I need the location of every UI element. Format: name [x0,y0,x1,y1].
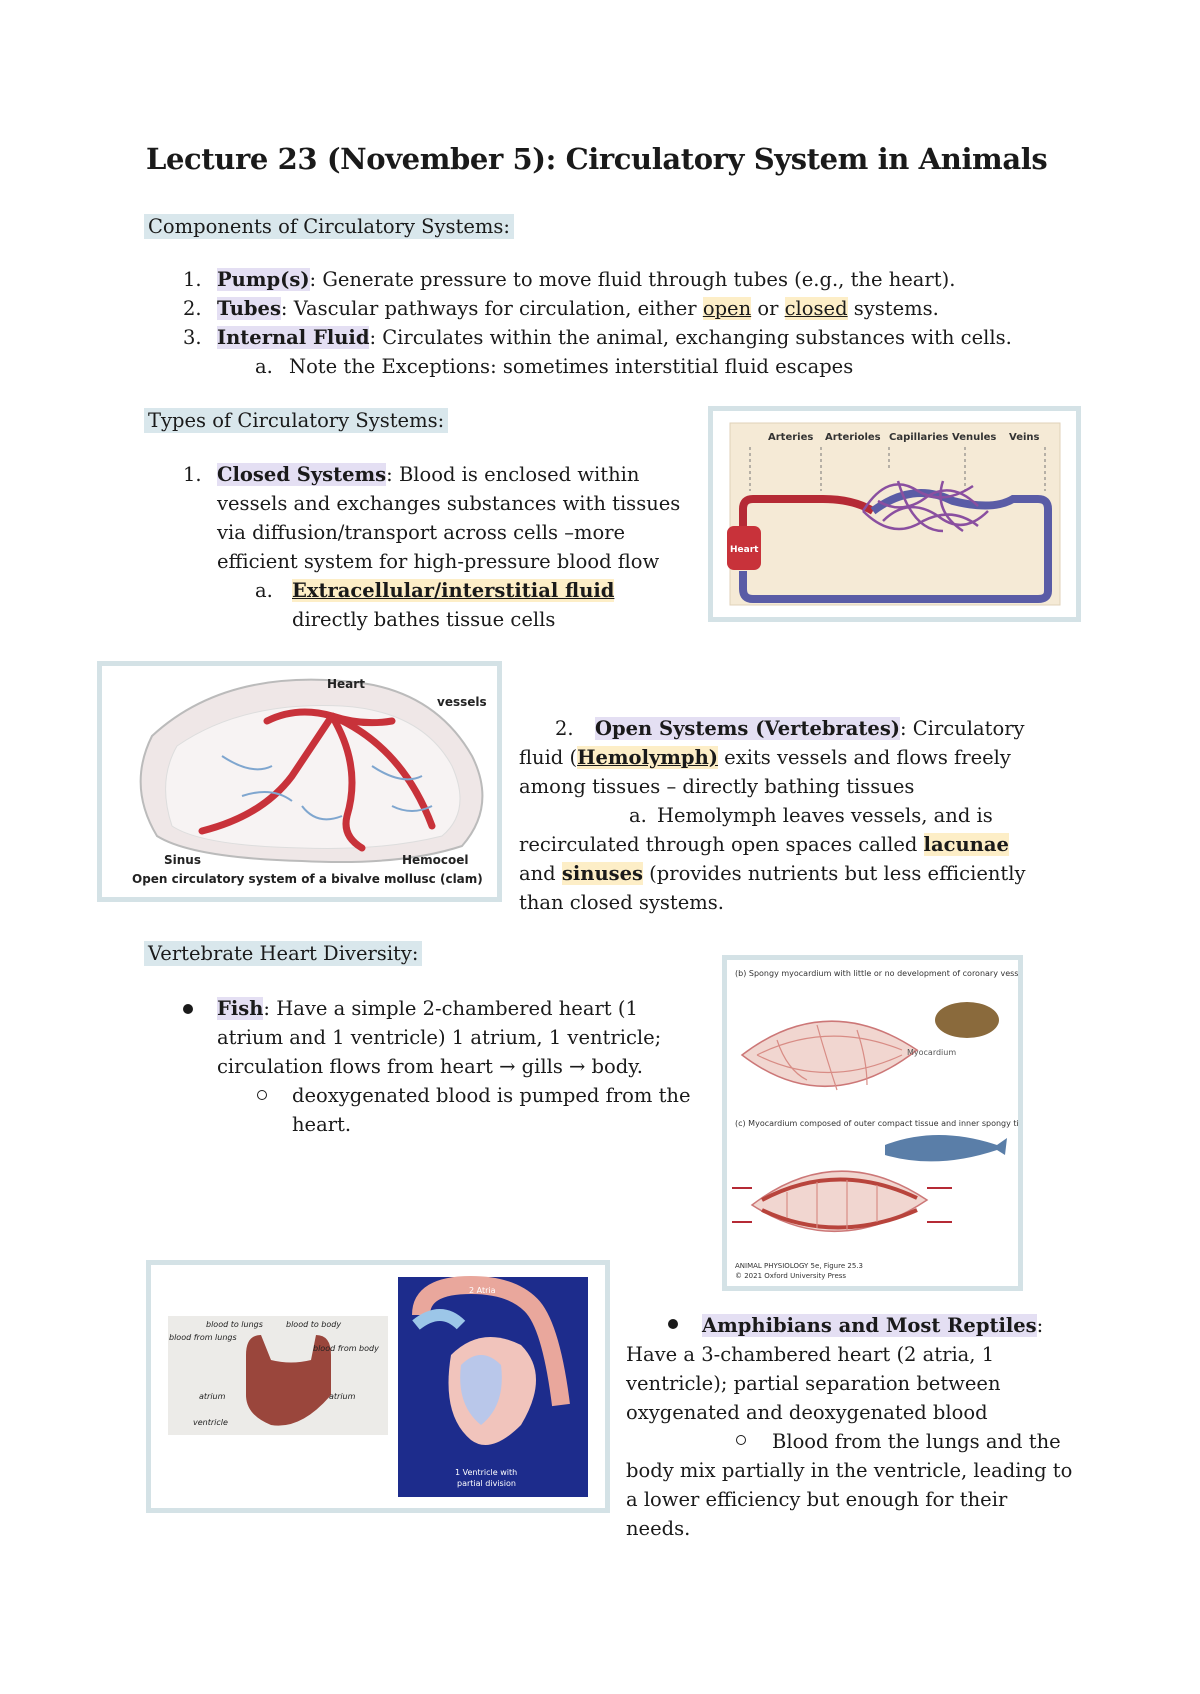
myocardium-label-c: (c) Myocardium composed of outer compact tissue and inner spongy tissue [735,1119,1018,1128]
list-item: 3. Internal Fluid: Circulates within the animal, exchanging substances with cells. [183,326,1012,349]
label-atrium-left: atrium [199,1392,226,1401]
three-chamber-figure [146,1260,610,1513]
label-blood-to-lungs: blood to lungs [206,1320,263,1329]
list-subitem: a. Note the Exceptions: sometimes interstitial fluid escapes [255,355,854,378]
label-blood-from-lungs: blood from lungs [169,1333,237,1342]
fish-subitem: deoxygenated blood is pumped from the heart. [255,1081,695,1139]
vessel-label-veins: Veins [1009,432,1040,443]
clam-caption: Open circulatory system of a bivalve mollusc (clam) [132,872,483,886]
section-heading-types: Types of Circulatory Systems: [144,408,448,433]
label-one-ventricle-2: partial division [457,1479,516,1488]
label-blood-from-body: blood from body [313,1344,379,1353]
closed-systems-item: 1. Closed Systems: Blood is enclosed within vessels and exchanges substances with tissues via diffusion/transport across cells –more efficient system for high-pressure blood flow [183,463,681,573]
list-item: 1. Pump(s): Generate pressure to move fluid through tubes (e.g., the heart). [183,268,956,291]
fish-item: Fish: Have a simple 2-chambered heart (1 atrium and 1 ventricle) 1 atrium, 1 ventricle; circulation flows from heart → gills → body. [183,994,693,1081]
myocardium-figure [722,955,1023,1291]
closed-systems-subitem: a. Extracellular/interstitial fluid directly bathes tissue cells [255,579,615,631]
page-title: Lecture 23 (November 5): Circulatory System in Animals [146,142,1048,176]
myocardium-label: Myocardium [907,1048,957,1057]
myocardium-label-b: (b) Spongy myocardium with little or no development of coronary vessels [735,969,1018,978]
heart-label: Heart [730,545,759,555]
vessel-label-capillaries: Capillaries [889,432,949,443]
section-heading-components: Components of Circulatory Systems: [144,214,514,239]
vessel-label-venules: Venules [952,432,997,443]
label-atrium-right: atrium [329,1392,356,1401]
vessel-label-arteries: Arteries [768,432,814,443]
myocardium-credit-2: © 2021 Oxford University Press [735,1272,847,1280]
clam-vessels-label: vessels [437,695,487,709]
myocardium-credit-1: ANIMAL PHYSIOLOGY 5e, Figure 25.3 [735,1262,863,1270]
clam-hemocoel-label: Hemocoel [402,853,469,867]
amphibians-item: Amphibians and Most Reptiles: Have a 3-chambered heart (2 atria, 1 ventricle); partial separation between oxygenated and deoxygenated blood Blood from the lungs and the body mix partially in the ventricle, leading to a lower efficiency but enough for their needs. [626,1314,1073,1540]
clam-sinus-label: Sinus [164,853,201,867]
clam-heart-label: Heart [327,677,365,691]
section-heading-heart-diversity: Vertebrate Heart Diversity: [144,941,422,966]
open-systems-item: 2. Open Systems (Vertebrates): Circulatory fluid (Hemolymph) exits vessels and flows freely among tissues – directly bathing tissues a. Hemolymph leaves vessels, and is recirculated through open spaces called lacunae and sinuses (provides nutrients but less efficiently than closed systems. [519,717,1026,914]
label-ventricle: ventricle [193,1418,228,1427]
list-item: 2. Tubes: Vascular pathways for circulation, either open or closed systems. [183,297,939,320]
clam-figure [97,661,502,902]
label-blood-to-body: blood to body [286,1320,342,1329]
label-one-ventricle-1: 1 Ventricle with [455,1468,518,1477]
label-two-atria: 2 Atria [469,1286,496,1295]
vessel-label-arterioles: Arterioles [825,432,881,443]
vessels-figure [708,406,1081,622]
